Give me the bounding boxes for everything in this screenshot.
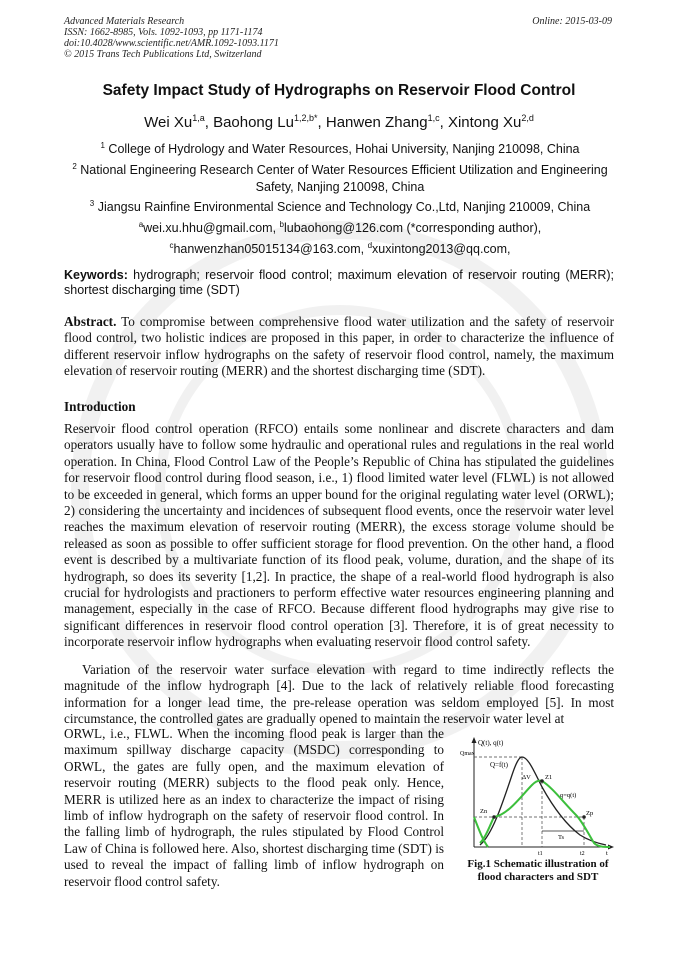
keywords — [64, 268, 614, 298]
z1-label: Z1 — [545, 774, 553, 781]
affiliation-text: Jiangsu Rainfine Environmental Science and Technology Co.,Ltd, Nanjing 210009, China — [97, 200, 591, 215]
keywords-label: Keywords: — [64, 268, 128, 282]
affiliation-sup: 1 — [100, 141, 105, 150]
email-line-2: $^c$hanwenzhan05015134@163.com, $^d$xuxintong2013@qq.com, — [169, 241, 511, 257]
author-sup: 1,2,b* — [293, 113, 318, 123]
email-a[interactable]: wei.xu.hhu@gmail.com, — [143, 221, 277, 236]
zn-point — [492, 815, 496, 819]
copyright-line: © 2015 Trans Tech Publications Ltd, Switzerland — [64, 49, 262, 60]
author-name: Baohong Lu — [213, 114, 294, 131]
journal-header — [64, 16, 279, 60]
author-name: Xintong Xu — [447, 114, 522, 131]
email-block — [60, 216, 620, 258]
abstract-label: Abstract. — [64, 314, 117, 329]
affiliation-text: National Engineering Research Center of Water Resources Efficient Utilization and Engineering Safety, Nanjing 210098, China — [80, 163, 608, 195]
author-name: Wei Xu — [144, 114, 193, 131]
inflow-label: Q=f(t) — [490, 761, 508, 769]
axis-y-label: Q(t), q(t) — [478, 739, 504, 747]
intro-paragraph-1: Reservoir flood control operation (RFCO) entails some nonlinear and discrete characters and dam operators usually have to follow some hydraulic and operational rules and regulations in the real world operation. In China, Flood Control Law of the People’s Republic of China has stipulated the guidelines for reservoir flood control during flood season, i.e., 1) flood limited water level (FLWL) is not allowed to be exceeded in general, which forms an upper bound for the original regulating water level (ORWL); 2) considering the uncertainty and incidences of subsequent flood events, once the reservoir water level reaches the maximum elevation of reservoir routing (MERR), the excess storage volume should be released as soon as possible to offer sufficient storage for flood prevention. On the other hand, a flood event is described by a multivariate function of its flood peak, volume, duration, and the shape of its hydrograph, so does its severity [1,2]. In practice, the shape of a real-world flood hydrograph is also crucial for hydrologists and practioners to perform effective water resources engineering planning and management, especially in the case of RFCO. Because different flood hydrographs may give rise to significant differences in reservoir flood control operation [3]. Therefore, it is of great necessity to incorporate reservoir inflow hydrographs when evaluating reservoir flood control safety. — [64, 421, 614, 650]
keywords-text: hydrograph; reservoir flood control; maximum elevation of reservoir routing (MERR); shortest discharging time (SDT) — [64, 268, 614, 297]
email-d[interactable]: xuxintong2013@qq.com, — [372, 242, 511, 257]
affiliation-sup: 3 — [89, 199, 95, 208]
affiliation-3 — [60, 195, 620, 216]
journal-name: Advanced Materials Research — [64, 16, 185, 27]
email-line-1: $^a$wei.xu.hhu@gmail.com, $^b$lubaohong@126.com (*corresponding author), — [138, 220, 542, 236]
author-sep: , — [439, 114, 448, 131]
zn-label: Zn — [480, 808, 488, 815]
author-sup: 1,a — [192, 113, 205, 123]
zp-label: Zp — [586, 810, 594, 817]
issn-line: ISSN: 1662-8985, Vols. 1092-1093, pp 1171-1174 — [64, 27, 263, 38]
y-axis-arrow — [472, 737, 477, 743]
intro-paragraph-3: ORWL, i.e., FLWL. When the incoming flood peak is larger than the maximum spillway discharge capacity (MSDC) corresponding to ORWL, the gates are fully open, and the maximum elevation of reservoir routing (MERR) subjects to the flood peak only. Hence, MERR is utilized here as an index to characterize the impact of rising limb of inflow hydrograph on the safety of reservoir flood control. In the falling limb of hydrograph, the rules stipulated by Flood Control Law of China is followed here. Also, shortest discharging time (SDT) is used to reveal the impact of falling limb of inflow hydrograph on reservoir flood control safety. — [64, 726, 444, 889]
ts-label: Ts — [558, 834, 565, 841]
t1-label: t1 — [538, 851, 543, 857]
delta-v-label: ΔV — [522, 774, 531, 781]
outflow-label: q=q(t) — [560, 792, 577, 799]
doi-line: doi:10.4028/www.scientific.net/AMR.1092-1093.1171 — [64, 38, 279, 49]
author-sep: , — [204, 114, 214, 131]
caption-line-2: flood characters and SDT — [477, 871, 599, 883]
author-sup: 2,d — [521, 113, 534, 123]
affiliation-text: College of Hydrology and Water Resources, Hohai University, Nanjing 210098, China — [108, 142, 580, 157]
email-c[interactable]: hanwenzhan05015134@163.com, — [173, 242, 365, 257]
online-date: Online: 2015-03-09 — [532, 16, 612, 27]
author-sep: , — [317, 114, 326, 131]
paper-title: Safety Impact Study of Hydrographs on Reservoir Flood Control — [102, 82, 576, 99]
t-label: t — [606, 850, 608, 857]
section-heading: Introduction — [64, 399, 136, 414]
affiliation-1 — [60, 137, 620, 158]
email-b[interactable]: lubaohong@126.com (*corresponding author), — [283, 221, 542, 236]
author-list — [0, 113, 678, 131]
figure-caption — [456, 858, 620, 884]
abstract-text: To compromise between comprehensive flood water utilization and the safety of reservoir flood control, two holistic indices are proposed in this paper, in order to characterize the influence of different reservoir inflow hydrographs on the safety of reservoir flood control, namely, the maximum elevation of reservoir routing (MERR) and the shortest discharging time (SDT). — [64, 314, 615, 379]
affiliation-2 — [60, 158, 620, 196]
author-sup: 1,c — [427, 113, 440, 123]
affiliation-sup: 2 — [72, 162, 77, 171]
t2-label: t2 — [580, 851, 585, 857]
qmax-label: Qmax — [460, 751, 475, 757]
caption-line-1: Fig.1 Schematic illustration of — [467, 858, 609, 870]
intro-paragraph-2: Variation of the reservoir water surface elevation with regard to time indirectly reflects the magnitude of the inflow hydrograph [4]. Due to the lack of relatively reliable flood forecasting information for a longer lead time, the pre-release operation was seldom employed [5]. In most circumstance, the controlled gates are gradually opened to maintain the reservoir water level at — [64, 662, 614, 727]
hydrograph-figure — [460, 735, 616, 857]
author-name: Hanwen Zhang — [325, 114, 428, 131]
abstract — [64, 314, 614, 380]
z1-point — [540, 779, 544, 783]
